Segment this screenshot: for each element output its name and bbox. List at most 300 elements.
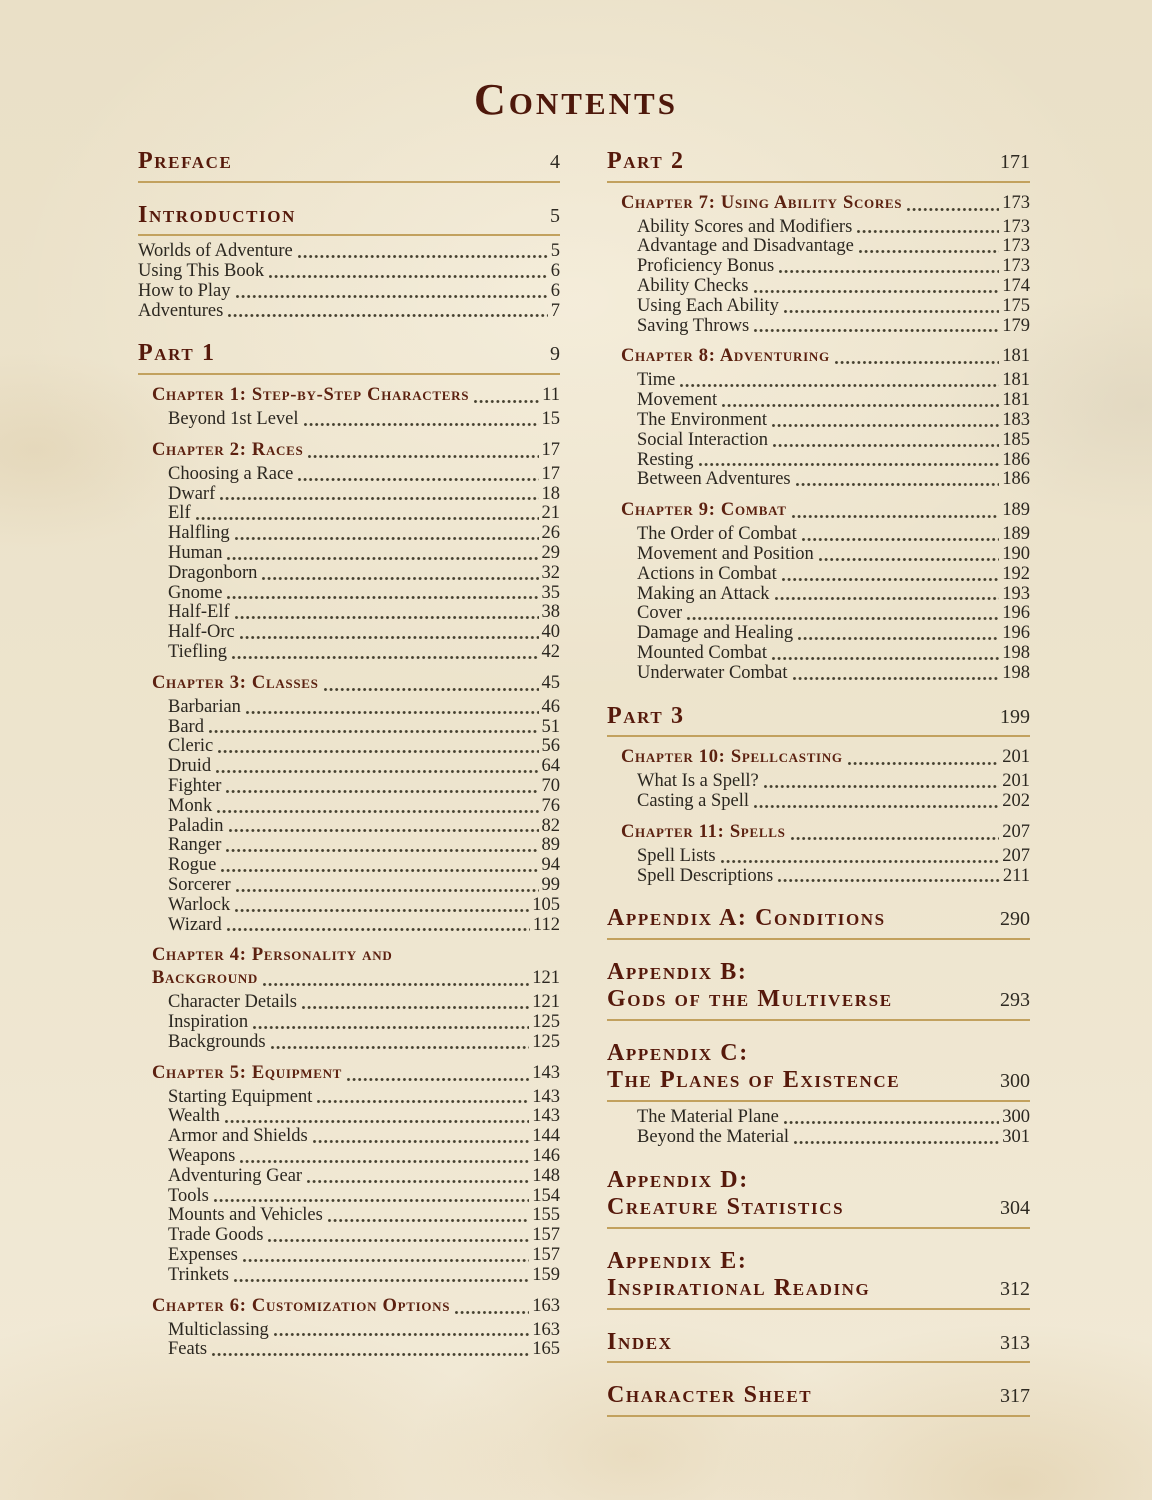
toc-label: Background xyxy=(152,968,259,989)
toc-label: Trade Goods xyxy=(168,1225,264,1246)
dot-leader xyxy=(784,310,999,313)
toc-label: Cleric xyxy=(168,736,214,757)
toc-entry xyxy=(168,485,560,505)
toc-page-number: 105 xyxy=(532,894,560,915)
toc-entry xyxy=(168,1187,560,1207)
toc-entry xyxy=(637,391,1030,411)
dot-leader xyxy=(298,478,538,481)
toc-label: Dragonborn xyxy=(168,562,258,583)
toc-page-number: 196 xyxy=(1002,603,1030,624)
dot-leader xyxy=(474,400,539,403)
toc-page-number: 163 xyxy=(532,1319,560,1340)
toc-page-number: 317 xyxy=(1000,1385,1030,1408)
toc-page-number: 9 xyxy=(550,343,560,366)
toc-entry xyxy=(637,451,1030,471)
toc-entry xyxy=(637,431,1030,451)
toc-label: Chapter 3: Classes xyxy=(152,672,319,693)
dot-leader xyxy=(772,424,999,427)
toc-entry xyxy=(168,797,560,817)
toc-label: Warlock xyxy=(168,894,231,915)
toc-page-number: 300 xyxy=(1000,1069,1030,1092)
toc-page-number: 121 xyxy=(532,992,560,1013)
toc-label: Mounts and Vehicles xyxy=(168,1205,323,1226)
dot-leader xyxy=(857,230,999,233)
toc-page-number: 154 xyxy=(532,1185,560,1206)
toc-entry xyxy=(168,737,560,757)
toc-label: Worlds of Adventure xyxy=(138,241,293,262)
toc-page-number: 304 xyxy=(1000,1196,1030,1219)
toc-entry xyxy=(637,847,1030,867)
toc-label: Appendix A: Conditions xyxy=(607,905,886,932)
toc-page-number: 70 xyxy=(541,775,560,796)
toc-label: The Order of Combat xyxy=(637,524,797,545)
toc-part-line2 xyxy=(607,1067,1030,1095)
dot-leader xyxy=(779,270,999,273)
toc-part-heading xyxy=(607,1329,1030,1364)
toc-entry xyxy=(637,565,1030,585)
toc-label: Time xyxy=(637,370,676,391)
dot-leader xyxy=(271,1046,530,1049)
dot-leader xyxy=(235,616,539,619)
toc-page-number: 18 xyxy=(541,483,560,504)
toc-label: Chapter 11: Spells xyxy=(621,821,786,842)
toc-label: Ranger xyxy=(168,835,222,856)
toc-entry xyxy=(168,1107,560,1127)
toc-page-number: 7 xyxy=(550,300,560,321)
dot-leader xyxy=(778,879,1000,882)
toc-page-number: 42 xyxy=(541,641,560,662)
dot-leader xyxy=(226,849,538,852)
toc-label: Feats xyxy=(168,1339,208,1360)
toc-page-number: 32 xyxy=(541,562,560,583)
toc-entry xyxy=(637,525,1030,545)
toc-page-number: 125 xyxy=(532,1031,560,1052)
toc-chapter-heading xyxy=(621,499,1030,522)
toc-page-number: 112 xyxy=(532,914,560,935)
toc-entry xyxy=(168,1088,560,1108)
toc-page-number: 82 xyxy=(541,815,560,836)
dot-leader xyxy=(859,250,999,253)
toc-entry xyxy=(168,643,560,663)
toc-part-heading xyxy=(607,959,1030,1021)
toc-label: Using Each Ability xyxy=(637,295,779,316)
toc-entry xyxy=(637,664,1030,684)
toc-entry xyxy=(168,1266,560,1286)
toc-entry xyxy=(637,545,1030,565)
dot-leader xyxy=(764,785,1000,788)
toc-label: Making an Attack xyxy=(637,583,770,604)
toc-entry xyxy=(168,465,560,485)
toc-entry xyxy=(138,282,560,302)
toc-label: Chapter 2: Races xyxy=(152,439,304,460)
toc-entry xyxy=(637,624,1030,644)
dot-leader xyxy=(228,314,547,317)
toc-page-number: 293 xyxy=(1000,988,1030,1011)
toc-entry xyxy=(637,604,1030,624)
dot-leader xyxy=(754,329,999,332)
toc-label: Inspirational Reading xyxy=(607,1274,871,1301)
toc-label: Advantage and Disadvantage xyxy=(637,236,854,257)
toc-label: Inspiration xyxy=(168,1012,249,1033)
dot-leader xyxy=(227,557,538,560)
dot-leader xyxy=(772,657,999,660)
toc-label: Part 2 xyxy=(607,148,685,174)
toc-entry xyxy=(168,544,560,564)
toc-page-number: 56 xyxy=(541,736,560,757)
toc-label: Creature Statistics xyxy=(607,1193,845,1220)
toc-page-number: 190 xyxy=(1002,543,1030,564)
toc-page-number: 179 xyxy=(1002,315,1030,336)
toc-label: Gnome xyxy=(168,582,223,603)
toc-page-number: 159 xyxy=(532,1264,560,1285)
toc-label: Proficiency Bonus xyxy=(637,256,775,277)
toc-page-number: 313 xyxy=(1000,1331,1030,1354)
toc-page-number: 186 xyxy=(1002,469,1030,490)
toc-page-number: 301 xyxy=(1002,1126,1030,1147)
toc-page-number: 300 xyxy=(1002,1106,1030,1127)
toc-entry xyxy=(168,1321,560,1341)
toc-label: Weapons xyxy=(168,1146,236,1167)
toc-label: The Material Plane xyxy=(637,1106,779,1127)
toc-page-number: 4 xyxy=(550,151,560,173)
dot-leader xyxy=(226,790,538,793)
toc-label: Monk xyxy=(168,795,213,816)
toc-entry xyxy=(168,504,560,524)
toc-page-number: 201 xyxy=(1002,747,1030,768)
toc-entry xyxy=(637,644,1030,664)
toc-label: Choosing a Race xyxy=(168,463,294,484)
toc-chapter-heading xyxy=(621,821,1030,844)
toc-page-number: 121 xyxy=(532,968,560,989)
toc-page-number: 171 xyxy=(1000,151,1030,173)
toc-page-number: 11 xyxy=(542,384,560,405)
toc-page-number: 290 xyxy=(1000,908,1030,931)
toc-page-number: 17 xyxy=(541,439,560,460)
toc-entry xyxy=(168,1147,560,1167)
toc-page-number: 35 xyxy=(541,582,560,603)
toc-page-number: 173 xyxy=(1002,236,1030,257)
toc-entry xyxy=(637,317,1030,337)
toc-page-number: 5 xyxy=(550,241,560,262)
toc-label: Chapter 8: Adventuring xyxy=(621,346,830,367)
dot-leader xyxy=(253,1026,529,1029)
toc-page-number: 155 xyxy=(532,1205,560,1226)
toc-page-number: 6 xyxy=(550,280,560,301)
toc-page-number: 198 xyxy=(1002,642,1030,663)
toc-label: Chapter 9: Combat xyxy=(621,500,787,521)
dot-leader xyxy=(835,361,999,364)
toc-label: Casting a Spell xyxy=(637,790,750,811)
toc-label: Resting xyxy=(637,449,694,470)
toc-label: Damage and Healing xyxy=(637,623,794,644)
toc-label: The Environment xyxy=(637,409,767,430)
toc-entry xyxy=(637,297,1030,317)
toc-page-number: 40 xyxy=(541,622,560,643)
toc-entry xyxy=(168,1340,560,1360)
dot-leader xyxy=(227,596,538,599)
dot-leader xyxy=(721,860,1000,863)
toc-entry xyxy=(637,371,1030,391)
toc-page-number: 202 xyxy=(1002,790,1030,811)
dot-leader xyxy=(196,517,539,520)
toc-label: Fighter xyxy=(168,775,222,796)
toc-label: Cover xyxy=(637,603,683,624)
dot-leader xyxy=(773,444,999,447)
toc-page-number: 189 xyxy=(1002,524,1030,545)
toc-entry xyxy=(168,623,560,643)
toc-page-number: 6 xyxy=(550,260,560,281)
toc-part-line2 xyxy=(607,986,1030,1014)
toc-label: Appendix D: xyxy=(607,1166,749,1193)
dot-leader xyxy=(308,455,538,458)
toc-entry xyxy=(637,237,1030,257)
toc-page-number: 181 xyxy=(1002,370,1030,391)
dot-leader xyxy=(269,275,548,278)
toc-page-number: 46 xyxy=(541,696,560,717)
toc-label: Elf xyxy=(168,503,191,524)
toc-label: Actions in Combat xyxy=(637,563,777,584)
dot-leader xyxy=(324,688,539,691)
toc-entry xyxy=(637,218,1030,238)
toc-label: Backgrounds xyxy=(168,1031,266,1052)
toc-label: What Is a Spell? xyxy=(637,771,759,792)
dot-leader xyxy=(240,1160,529,1163)
toc-entry xyxy=(168,836,560,856)
toc-label: Rogue xyxy=(168,855,217,876)
dot-leader xyxy=(794,1141,999,1144)
dot-leader xyxy=(209,730,539,733)
toc-label: Druid xyxy=(168,756,212,777)
toc-page-number: 192 xyxy=(1002,563,1030,584)
toc-entry xyxy=(168,876,560,896)
toc-label: Chapter 7: Using Ability Scores xyxy=(621,192,903,213)
toc-page-number: 125 xyxy=(532,1012,560,1033)
toc-page-number: 201 xyxy=(1002,771,1030,792)
toc-entry xyxy=(168,524,560,544)
toc-entry xyxy=(637,257,1030,277)
toc-page-number: 199 xyxy=(1000,705,1030,728)
toc-page-number: 17 xyxy=(541,463,560,484)
toc-label: Social Interaction xyxy=(637,429,768,450)
toc-label: Appendix C: xyxy=(607,1039,749,1066)
toc-page-number: 15 xyxy=(541,408,560,429)
toc-chapter-heading xyxy=(152,439,560,462)
toc-page-number: 26 xyxy=(541,523,560,544)
toc-entry xyxy=(168,817,560,837)
toc-page-number: 189 xyxy=(1002,500,1030,521)
dot-leader xyxy=(236,295,548,298)
toc-label: Part 1 xyxy=(138,340,216,367)
toc-label: Sorcerer xyxy=(168,874,231,895)
toc-entry xyxy=(637,585,1030,605)
toc-entry xyxy=(168,1127,560,1147)
toc-label: The Planes of Existence xyxy=(607,1066,901,1093)
toc-part-line2 xyxy=(607,1194,1030,1222)
toc-page-number: 193 xyxy=(1002,583,1030,604)
dot-leader xyxy=(775,597,1000,600)
toc-page-number: 94 xyxy=(541,855,560,876)
dot-leader xyxy=(798,637,999,640)
toc-label: Character Sheet xyxy=(607,1382,813,1409)
toc-chapter-heading xyxy=(152,1062,560,1085)
toc-entry xyxy=(637,411,1030,431)
toc-page-number: 185 xyxy=(1002,429,1030,450)
toc-page-number: 174 xyxy=(1002,275,1030,296)
dot-leader xyxy=(455,1311,529,1314)
toc-entry xyxy=(637,792,1030,812)
toc-label: Half-Orc xyxy=(168,622,235,643)
toc-page-number: 144 xyxy=(532,1126,560,1147)
toc-label: Adventuring Gear xyxy=(168,1165,303,1186)
toc-page-number: 198 xyxy=(1002,662,1030,683)
toc-page-number: 21 xyxy=(541,503,560,524)
toc-entry xyxy=(168,1246,560,1266)
toc-label: Chapter 4: Personality and xyxy=(152,945,393,966)
toc-label: Multiclassing xyxy=(168,1319,269,1340)
toc-label: Preface xyxy=(138,148,233,174)
toc-chapter-heading xyxy=(152,672,560,695)
toc-entry xyxy=(168,584,560,604)
toc-page-number: 143 xyxy=(532,1062,560,1083)
dot-leader xyxy=(784,1121,999,1124)
toc-label: Chapter 1: Step-by-Step Characters xyxy=(152,384,470,405)
dot-leader xyxy=(268,1239,529,1242)
toc-entry xyxy=(168,718,560,738)
toc-page-number: 157 xyxy=(532,1225,560,1246)
toc-entry xyxy=(637,867,1030,887)
toc-label: Trinkets xyxy=(168,1264,230,1285)
dot-leader xyxy=(240,636,539,639)
toc-part-heading xyxy=(138,202,560,237)
toc-label: Dwarf xyxy=(168,483,216,504)
toc-entry xyxy=(637,772,1030,792)
toc-label: Starting Equipment xyxy=(168,1086,313,1107)
toc-label: Ability Scores and Modifiers xyxy=(637,216,853,237)
toc-label: Introduction xyxy=(138,201,296,228)
toc-part-heading xyxy=(607,905,1030,940)
toc-entry xyxy=(637,277,1030,297)
dot-leader xyxy=(246,711,539,714)
toc-page-number: 183 xyxy=(1002,409,1030,430)
toc-label: Between Adventures xyxy=(637,469,791,490)
toc-part-heading xyxy=(607,1382,1030,1417)
toc-part-heading xyxy=(607,1040,1030,1102)
dot-leader xyxy=(313,1140,529,1143)
toc-label: Wizard xyxy=(168,914,222,935)
dot-leader xyxy=(782,578,999,581)
toc-entry xyxy=(168,1033,560,1053)
toc-column-left xyxy=(138,148,560,1417)
dot-leader xyxy=(218,750,538,753)
toc-entry xyxy=(168,896,560,916)
toc-page-number: 38 xyxy=(541,602,560,623)
dot-leader xyxy=(302,1006,529,1009)
dot-leader xyxy=(307,1180,529,1183)
toc-entry xyxy=(138,262,560,282)
toc-chapter-heading xyxy=(621,746,1030,769)
toc-chapter-heading xyxy=(152,384,560,407)
toc-chapter-heading xyxy=(152,1295,560,1318)
toc-page-number: 148 xyxy=(532,1165,560,1186)
dot-leader xyxy=(907,208,999,211)
toc-entry xyxy=(168,757,560,777)
page-title: Contents xyxy=(474,75,678,124)
dot-leader xyxy=(754,290,1000,293)
toc-label: Part 3 xyxy=(607,702,685,729)
toc-label: Appendix E: xyxy=(607,1247,748,1274)
toc-label: Bard xyxy=(168,716,204,737)
toc-entry xyxy=(168,698,560,718)
dot-leader xyxy=(754,805,999,808)
dot-leader xyxy=(687,617,999,620)
toc-entry xyxy=(637,1108,1030,1128)
toc-part-heading xyxy=(607,703,1030,738)
dot-leader xyxy=(229,829,539,832)
dot-leader xyxy=(216,770,538,773)
toc-page-number: 186 xyxy=(1002,449,1030,470)
toc-page-number: 173 xyxy=(1002,256,1030,277)
toc-label: Chapter 5: Equipment xyxy=(152,1062,343,1083)
toc-label: Movement and Position xyxy=(637,543,814,564)
toc-page-number: 163 xyxy=(532,1295,560,1316)
dot-leader xyxy=(317,1100,529,1103)
toc-label: Tiefling xyxy=(168,641,227,662)
dot-leader xyxy=(235,909,529,912)
dot-leader xyxy=(227,928,530,931)
toc-entry xyxy=(168,1206,560,1226)
toc-chapter-line2 xyxy=(152,967,560,990)
dot-leader xyxy=(263,983,529,986)
toc-label: How to Play xyxy=(138,280,231,301)
dot-leader xyxy=(793,677,1000,680)
toc-page-number: 181 xyxy=(1002,346,1030,367)
toc-label: Expenses xyxy=(168,1245,238,1266)
toc-label: Wealth xyxy=(168,1106,220,1127)
toc-page-number: 5 xyxy=(550,204,560,227)
dot-leader xyxy=(347,1078,529,1081)
toc-label: Using This Book xyxy=(138,260,265,281)
dot-leader xyxy=(722,404,999,407)
dot-leader xyxy=(220,497,538,500)
dot-leader xyxy=(304,423,539,426)
toc-page-number: 207 xyxy=(1002,821,1030,842)
toc-label: Saving Throws xyxy=(637,315,750,336)
dot-leader xyxy=(819,558,999,561)
toc-entry xyxy=(168,564,560,584)
toc-page-number: 76 xyxy=(541,795,560,816)
toc-part-heading xyxy=(607,1167,1030,1229)
toc-page-number: 207 xyxy=(1002,845,1030,866)
toc-label: Chapter 6: Customization Options xyxy=(152,1295,451,1316)
toc-part-heading xyxy=(607,1248,1030,1310)
toc-entry xyxy=(168,993,560,1013)
toc-label: Gods of the Multiverse xyxy=(607,985,893,1012)
toc-label: Appendix B: xyxy=(607,958,748,985)
toc-entry xyxy=(168,410,560,430)
toc-entry xyxy=(168,1226,560,1246)
toc-part-heading xyxy=(138,148,560,183)
toc-label: Beyond the Material xyxy=(637,1126,790,1147)
toc-page-number: 143 xyxy=(532,1106,560,1127)
toc-label: Barbarian xyxy=(168,696,241,717)
toc-label: Spell Descriptions xyxy=(637,865,774,886)
toc-chapter-heading xyxy=(621,345,1030,368)
toc-page-number: 196 xyxy=(1002,623,1030,644)
toc-entry xyxy=(637,1128,1030,1148)
dot-leader xyxy=(848,762,1000,765)
toc-chapter-heading xyxy=(152,944,560,990)
toc-entry xyxy=(168,777,560,797)
